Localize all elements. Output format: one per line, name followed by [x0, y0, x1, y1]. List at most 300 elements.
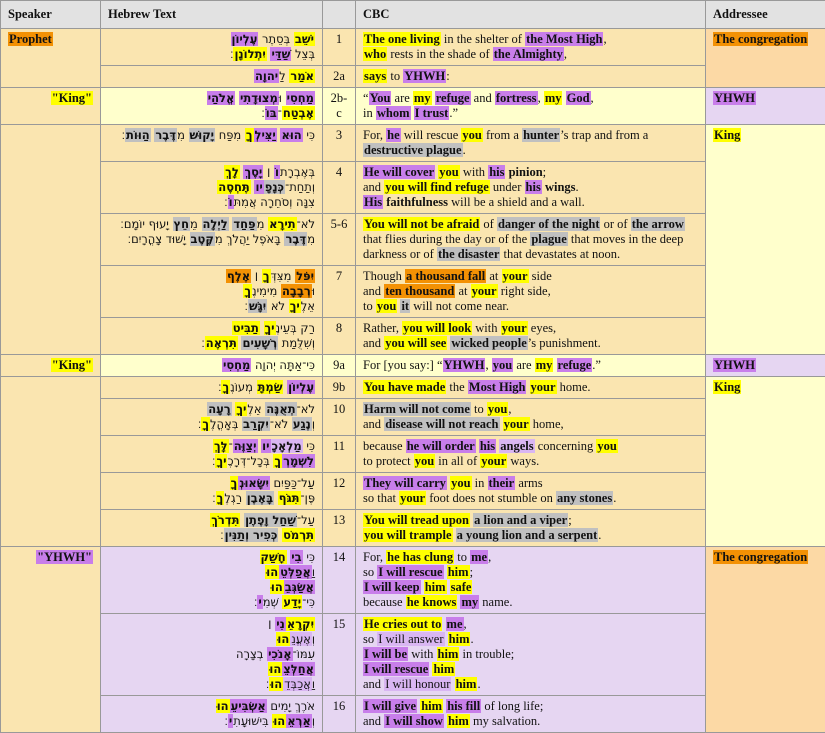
addressee-label: YHWH: [713, 358, 756, 372]
cbc-line: [363, 714, 698, 729]
text-segment: ;: [470, 565, 473, 579]
hebrew-text-cell: [101, 29, 323, 66]
verse-number-cell: 2a: [323, 66, 356, 88]
table-row: [1, 399, 825, 436]
text-segment: that moves in the deep darkness or of: [363, 232, 683, 261]
highlighted-word: my: [535, 358, 554, 372]
hebrew-line: [108, 632, 315, 647]
highlighted-word: תִּרְמֹס: [282, 528, 315, 542]
hebrew-text-cell: [101, 266, 323, 318]
verse-number-cell: 3: [323, 125, 356, 162]
highlighted-word: you: [376, 299, 397, 313]
hebrew-line: [108, 91, 315, 106]
text-segment: כִּי: [303, 128, 315, 142]
highlighted-word: בִי: [290, 550, 302, 564]
text-segment: וַ: [312, 677, 315, 691]
highlighted-word: יִקְרָאֵ: [286, 617, 315, 631]
text-segment: ׃: [245, 299, 248, 313]
highlighted-word: the Almighty: [493, 47, 564, 61]
verse-number-cell: 11: [323, 436, 356, 473]
highlighted-word: יִשָּׂאוּנְ: [238, 476, 270, 490]
text-segment: ’s punishment.: [528, 336, 601, 350]
text-segment: pinion: [509, 165, 543, 179]
text-segment: to protect: [363, 454, 414, 468]
highlighted-word: whom: [376, 106, 411, 120]
text-segment: side: [529, 269, 552, 283]
text-segment: אֵלֶ: [301, 299, 315, 313]
highlighted-word: תִּגֹּף: [278, 491, 301, 505]
text-segment: concerning: [535, 439, 597, 453]
text-segment: כִּי: [303, 439, 315, 453]
highlighted-word: אֱלֹהַי: [207, 91, 236, 105]
cbc-line: [363, 106, 698, 121]
hebrew-text-cell: [101, 696, 323, 733]
hebrew-text-cell: [101, 355, 323, 377]
highlighted-word: your: [399, 491, 426, 505]
hebrew-line: [108, 217, 315, 247]
hebrew-text-cell: [101, 162, 323, 214]
highlighted-word: I trust: [414, 106, 450, 120]
highlighted-word: ךָ: [245, 128, 254, 142]
table-row: [1, 88, 825, 125]
highlighted-word: your: [471, 284, 498, 298]
highlighted-word: You will tread upon: [363, 513, 470, 527]
text-segment: ,: [464, 617, 467, 631]
highlighted-word: ךָ: [273, 454, 282, 468]
text-segment: wings: [545, 180, 576, 194]
text-segment: בָּאֹפֶל יַהֲלֹךְ מִ: [215, 232, 285, 246]
highlighted-word: I will keep: [363, 580, 421, 594]
text-segment: .: [576, 180, 579, 194]
highlighted-word: your: [530, 380, 557, 394]
table-row: [1, 436, 825, 473]
verse-number-cell: 8: [323, 318, 356, 355]
highlighted-word: my: [460, 595, 479, 609]
highlighted-word: יִתְלוֹנָן: [233, 47, 266, 61]
hebrew-text-cell: [101, 125, 323, 162]
highlighted-word: You will not be afraid: [363, 217, 480, 231]
highlighted-word: I will honour: [384, 677, 451, 691]
verse-number-cell: 9a: [323, 355, 356, 377]
highlighted-word: ךָ: [201, 417, 210, 431]
highlighted-word: him: [420, 699, 443, 713]
text-segment: are: [513, 358, 535, 372]
text-segment: to: [387, 69, 403, 83]
highlighted-word: הוּ: [216, 699, 230, 713]
hebrew-text-cell: [101, 510, 323, 547]
highlighted-word: הַוּוֹת: [125, 128, 151, 142]
text-segment: רַגְלֶ: [224, 491, 245, 505]
cbc-line: [363, 180, 698, 195]
text-segment: בְּכָל־דְּרָכֶ: [227, 454, 273, 468]
highlighted-word: They will carry: [363, 476, 447, 490]
text-segment: and: [363, 677, 384, 691]
highlighted-word: a lion and a viper: [473, 513, 568, 527]
cbc-line: [363, 528, 698, 543]
cbc-text-cell: [356, 510, 706, 547]
highlighted-word: I will show: [384, 714, 444, 728]
highlighted-word: you will trample: [363, 528, 453, 542]
highlighted-word: מַחְסִי: [286, 91, 315, 105]
text-segment: רַק בְּעֵינֶ: [276, 321, 315, 335]
speaker-cell: [1, 355, 101, 377]
highlighted-word: תְאֻנֶּה: [265, 402, 296, 416]
highlighted-word: YHWH: [403, 69, 446, 83]
highlighted-word: your: [502, 269, 529, 283]
verse-number-cell: 10: [323, 399, 356, 436]
hebrew-line: [108, 513, 315, 528]
text-segment: .: [477, 677, 480, 691]
text-segment: בְּאֶבְרָת: [280, 165, 315, 179]
text-segment: For,: [363, 550, 386, 564]
highlighted-word: אֲחַלְּצֵ: [282, 662, 315, 676]
verse-number-cell: 13: [323, 510, 356, 547]
addressee-label: The congregation: [713, 32, 808, 46]
highlighted-word: יךָ: [235, 402, 247, 416]
hebrew-text-cell: [101, 436, 323, 473]
text-segment: arms: [515, 476, 542, 490]
cbc-text-cell: [356, 355, 706, 377]
hebrew-line: [108, 439, 315, 454]
highlighted-word: יו: [261, 439, 270, 453]
cbc-line: [363, 269, 698, 284]
text-segment: in: [363, 106, 376, 120]
highlighted-word: you: [450, 476, 471, 490]
text-segment: שְׁמִ: [263, 595, 283, 609]
text-segment: לֹא־: [297, 402, 315, 416]
highlighted-word: You: [369, 91, 392, 105]
cbc-text-cell: [356, 377, 706, 399]
text-segment: ,: [485, 358, 491, 372]
highlighted-word: You have made: [363, 380, 446, 394]
addressee-label: YHWH: [713, 91, 756, 105]
cbc-line: [363, 47, 698, 62]
text-segment: ׃: [230, 47, 233, 61]
text-segment: Rather,: [363, 321, 402, 335]
text-segment: ׃: [201, 336, 204, 350]
hebrew-text-cell: [101, 318, 323, 355]
verse-number-cell: 7: [323, 266, 356, 318]
text-segment: אֵלֶ: [247, 402, 265, 416]
highlighted-word: He will cover: [363, 165, 435, 179]
highlighted-word: עֶלְיוֹן: [231, 32, 259, 46]
text-segment: וְ: [312, 632, 315, 646]
highlighted-word: your: [503, 417, 530, 431]
addressee-cell: [706, 547, 825, 733]
highlighted-word: him: [424, 580, 447, 594]
cbc-line: [363, 677, 698, 692]
highlighted-word: בָּאֶבֶן: [246, 491, 274, 505]
highlighted-word: Harm will not come: [363, 402, 471, 416]
highlighted-word: plague: [530, 232, 567, 246]
highlighted-word: ךָ: [243, 284, 252, 298]
highlighted-word: you: [487, 402, 508, 416]
text-segment: ׃: [254, 595, 257, 609]
text-segment: ,: [591, 91, 594, 105]
highlighted-word: י: [257, 595, 262, 609]
table-row: [1, 355, 825, 377]
hebrew-line: [108, 454, 315, 469]
cbc-text-cell: [356, 88, 706, 125]
highlighted-word: you: [461, 128, 482, 142]
cbc-line: [363, 165, 698, 180]
speaker-label: "King": [51, 91, 93, 105]
cbc-text-cell: [356, 399, 706, 436]
text-segment: with: [408, 647, 436, 661]
text-segment: rests in the shade of: [387, 47, 493, 61]
addressee-cell: [706, 355, 825, 377]
hebrew-line: [108, 284, 315, 299]
highlighted-word: him: [447, 714, 470, 728]
text-segment: .: [463, 143, 466, 157]
hebrew-line: [108, 714, 315, 729]
text-segment: בְּסֵתֶר: [258, 32, 293, 46]
highlighted-word: me: [470, 550, 488, 564]
speaker-label: Prophet: [8, 32, 53, 46]
highlighted-word: הוּ: [268, 662, 282, 676]
text-segment: For,: [363, 128, 386, 142]
addressee-cell: [706, 377, 825, 547]
highlighted-word: אֶבְטַח: [282, 106, 315, 120]
hebrew-line: [108, 47, 315, 62]
verse-number-cell: 12: [323, 473, 356, 510]
highlighted-word: לָּךְ: [213, 439, 229, 453]
highlighted-word: angels: [499, 439, 534, 453]
hebrew-line: [108, 476, 315, 491]
highlighted-word: יךָ: [289, 299, 301, 313]
text-segment: ־: [229, 439, 233, 453]
table-row: [1, 614, 825, 696]
text-segment: ׃: [218, 380, 221, 394]
text-segment: with: [460, 165, 488, 179]
speaker-cell: [1, 547, 101, 733]
highlighted-word: a thousand fall: [405, 269, 486, 283]
highlighted-word: your: [480, 454, 507, 468]
highlighted-word: ךָ: [262, 269, 271, 283]
highlighted-word: יְצַוֶּה: [233, 439, 258, 453]
table-row: [1, 377, 825, 399]
table-row: [1, 214, 825, 266]
cbc-line: [363, 402, 698, 417]
text-segment: faithfulness: [386, 195, 448, 209]
highlighted-word: hunter: [522, 128, 560, 142]
table-row: [1, 29, 825, 66]
highlighted-word: me: [446, 617, 464, 631]
cbc-text-cell: [356, 266, 706, 318]
highlighted-word: fortress: [495, 91, 538, 105]
hebrew-line: [108, 358, 315, 373]
cbc-text-cell: [356, 66, 706, 88]
text-segment: to: [471, 402, 487, 416]
highlighted-word: Most High: [468, 380, 527, 394]
highlighted-word: him: [448, 632, 471, 646]
text-segment: מִ: [257, 217, 268, 231]
text-segment: וְ: [312, 714, 315, 728]
highlighted-word: a young lion and a serpent: [456, 528, 599, 542]
highlighted-word: he will order: [406, 439, 476, 453]
highlighted-word: you will see: [384, 336, 447, 350]
cbc-line: [363, 491, 698, 506]
text-segment: יָעוּף יוֹמָם׃ מִ: [120, 217, 315, 246]
highlighted-word: his: [525, 180, 542, 194]
highlighted-word: אֲפַלְּטֵ: [279, 565, 312, 579]
speaker-label: "YHWH": [36, 550, 93, 564]
text-segment: foot does not stumble on: [426, 491, 556, 505]
text-segment: For [you say:] “: [363, 358, 443, 372]
highlighted-word: who: [363, 47, 387, 61]
text-segment: ways.: [507, 454, 539, 468]
text-segment: לַ: [279, 69, 289, 83]
highlighted-word: his: [479, 439, 496, 453]
addressee-cell: [706, 88, 825, 125]
hebrew-line: [108, 491, 315, 506]
cbc-line: [363, 699, 698, 714]
verse-number-cell: 16: [323, 696, 356, 733]
verse-number-cell: 9b: [323, 377, 356, 399]
cbc-line: [363, 454, 698, 469]
hebrew-line: [108, 677, 315, 692]
text-segment: ׃: [198, 417, 201, 431]
text-segment: from a: [483, 128, 522, 142]
verse-number-cell: 14: [323, 547, 356, 614]
highlighted-word: מַלְאָכָ: [271, 439, 303, 453]
addressee-label: King: [713, 380, 741, 394]
highlighted-word: I will rescue: [377, 565, 443, 579]
cbc-line: [363, 128, 698, 158]
highlighted-word: your: [501, 321, 528, 335]
cbc-line: [363, 565, 698, 580]
cbc-line: [363, 195, 698, 210]
speaker-cell: [1, 88, 101, 125]
text-segment: ׃: [220, 528, 223, 542]
highlighted-word: עֶלְיוֹן: [287, 380, 315, 394]
highlighted-word: danger of the night: [497, 217, 601, 231]
cbc-line: [363, 91, 698, 106]
highlighted-word: יךָ: [264, 321, 276, 335]
highlighted-word: חֵץ: [173, 217, 191, 231]
text-segment: .: [598, 528, 601, 542]
hebrew-text-cell: [101, 399, 323, 436]
text-segment: and: [363, 417, 384, 431]
cbc-text-cell: [356, 318, 706, 355]
text-segment: פֶּן־: [301, 491, 315, 505]
highlighted-word: נֶגַע: [292, 417, 312, 431]
table-row: [1, 510, 825, 547]
verse-number-cell: 1: [323, 29, 356, 66]
text-segment: name.: [479, 595, 512, 609]
highlighted-word: you: [492, 358, 513, 372]
text-segment: the: [446, 380, 468, 394]
speaker-cell: [1, 125, 101, 355]
text-segment: ,: [603, 32, 606, 46]
hebrew-line: [108, 699, 315, 714]
highlighted-word: אֹמַר: [289, 69, 315, 83]
cbc-line: [363, 32, 698, 47]
hebrew-line: [108, 417, 315, 432]
text-segment: “: [363, 91, 369, 105]
highlighted-word: הוּ: [276, 632, 290, 646]
text-segment: וְ: [312, 417, 315, 431]
text-segment: [260, 321, 264, 335]
hebrew-line: [108, 580, 315, 595]
table-row: [1, 66, 825, 88]
hebrew-line: [108, 180, 315, 195]
text-segment: are: [391, 91, 413, 105]
highlighted-word: וֹ: [228, 195, 234, 209]
highlighted-word: I will answer: [377, 632, 444, 646]
text-segment: עַל־כַּפַּיִם: [270, 476, 315, 490]
text-segment: :: [446, 69, 449, 83]
text-segment: .: [470, 632, 473, 646]
text-segment: and: [471, 91, 495, 105]
text-segment: eyes,: [528, 321, 556, 335]
highlighted-word: אָנֹכִי: [267, 647, 292, 661]
text-segment: מְעוֹנֶ: [230, 380, 256, 394]
cbc-line: [363, 476, 698, 491]
cbc-text-cell: [356, 614, 706, 696]
hebrew-line: [108, 128, 315, 143]
highlighted-word: תֶּחְסֶה: [217, 180, 250, 194]
cbc-line: [363, 513, 698, 528]
highlighted-word: רְשָׁעִים: [241, 336, 278, 350]
hebrew-line: [108, 32, 315, 47]
highlighted-word: יִגָּשׁ: [248, 299, 267, 313]
text-segment: לֹא־: [297, 217, 315, 231]
cbc-line: [363, 358, 698, 373]
highlighted-word: יךָ: [215, 454, 227, 468]
highlighted-word: ךָ: [216, 491, 225, 505]
text-segment: לֹא: [267, 299, 289, 313]
highlighted-word: חָשַׁק: [260, 550, 287, 564]
highlighted-word: their: [488, 476, 516, 490]
cbc-line: [363, 632, 698, 647]
hebrew-text-cell: [101, 214, 323, 266]
table-row: [1, 473, 825, 510]
text-segment: מִ: [177, 128, 188, 142]
highlighted-word: יו: [254, 180, 263, 194]
text-segment: and: [363, 714, 384, 728]
hebrew-line: [108, 299, 315, 314]
verse-number-cell: 15: [323, 614, 356, 696]
column-header-addressee: Addressee: [706, 1, 825, 29]
text-segment: בְּאָהֳלֶ: [210, 417, 242, 431]
highlighted-word: His: [363, 195, 383, 209]
highlighted-word: יִפֹּל: [295, 269, 315, 283]
cbc-line: [363, 550, 698, 565]
highlighted-word: ךָ: [221, 380, 230, 394]
highlighted-word: wicked people: [450, 336, 527, 350]
cbc-line: [363, 580, 698, 595]
hebrew-line: [108, 165, 315, 180]
addressee-cell: [706, 29, 825, 88]
text-segment: וְתַחַת־: [285, 180, 315, 194]
highlighted-word: the disaster: [437, 247, 500, 261]
text-segment: בִּישׁוּעָתִ: [233, 714, 272, 728]
text-segment: מִפַּח: [215, 128, 245, 142]
highlighted-word: שַׁחַל וָפֶתֶן: [244, 513, 297, 527]
highlighted-word: destructive plague: [363, 143, 463, 157]
hebrew-text-cell: [101, 88, 323, 125]
highlighted-word: יָקוּשׁ: [189, 128, 216, 142]
text-segment: and: [363, 336, 384, 350]
highlighted-word: וֹ: [274, 165, 280, 179]
highlighted-word: him: [447, 565, 470, 579]
text-segment: Though: [363, 269, 405, 283]
text-segment: will rescue: [401, 128, 462, 142]
table-body: [1, 29, 825, 733]
cbc-text-cell: [356, 436, 706, 473]
cbc-text-cell: [356, 125, 706, 162]
